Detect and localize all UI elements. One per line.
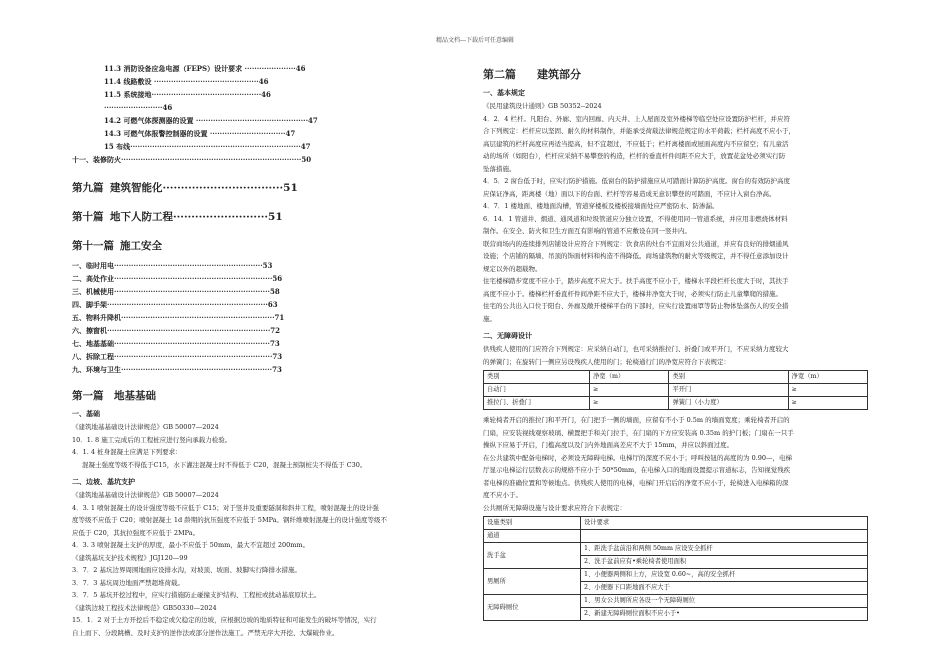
text-line: 坠落措施。: [483, 164, 516, 173]
text-line: 住宅楼梯踏步宽度不应小于，踏步高度不应大于。扶手高度不应小于，楼梯水平段栏杆长度大于时，其扶手: [483, 277, 789, 285]
toc-entry: 一、临时用电·····························································53: [72, 261, 273, 270]
text-line: 施。: [483, 314, 496, 323]
text-line: 4．1. 4 桩身混凝土应满足下列要求：: [72, 448, 182, 456]
chapter-2-heading: [483, 66, 868, 82]
table-cell: ≥: [788, 397, 867, 410]
facility-category-cell: 无障碍厕位: [484, 595, 581, 621]
section-accessibility: 二、无障碍设计: [483, 331, 532, 340]
chapter-title: 建筑部分: [537, 68, 581, 81]
section-slope-support-body: [72, 489, 432, 639]
toilet-facility-table: [483, 516, 868, 621]
chapter-10-heading: [72, 209, 432, 224]
chapter-11-heading: [72, 238, 432, 253]
text-line: 《民用建筑设计通则》GB 50352--2024: [483, 102, 602, 110]
text-line: 应低于 C20，其抗拉强度不应低于 2MPa。: [72, 528, 200, 537]
table-header-cell: 净宽（m）: [788, 371, 867, 384]
text-line: 《建筑边坡工程技术法律规范》GB50330—2024: [72, 603, 217, 612]
toc-entry: 十一、装修防火··········································································50: [72, 155, 312, 164]
section-basic-rules: 一、基本规定: [483, 88, 525, 97]
facility-category-cell: 通道: [484, 530, 581, 543]
section-foundation-body: [72, 421, 432, 471]
chapter-number: 第十一篇: [72, 240, 114, 252]
text-line: 高层建筑的栏杆高度应再适当提高，但不宜超过，不应低于；栏杆离楼面或屋面高度内不应留空；有儿童活: [483, 139, 789, 148]
toc-entry: ························46: [104, 103, 173, 112]
requirement-cell: 1、男女公共厕所应各设一个无障碍厕位: [581, 595, 868, 608]
table-header-row: [484, 371, 868, 384]
requirement-cell: 2、小便器下口距地面不应大于: [581, 582, 868, 595]
table-header-cell: 设计要求: [581, 517, 868, 530]
toc-top: [72, 62, 432, 166]
toc-entry: 11.4 线路敷设 ···········································46: [104, 77, 269, 86]
toc-entry: 三、机械使用································································58: [72, 287, 280, 296]
table-header-cell: 设施类别: [484, 517, 581, 530]
section-accessibility-body-2: [483, 414, 868, 514]
section-basic-rules-body: [483, 100, 868, 325]
text-line: 4．5．2 窗台低于时，应实行防护措施。低窗台的防护措施应从可踏面计算防护高度。窗台的有效防护高度: [483, 177, 790, 185]
table-row: [484, 397, 868, 410]
text-line: 混凝土强度等级不得低于C15，水下灌注混凝土时不得低于 C20，混凝土预制桩尖不得低于 C30。: [82, 460, 367, 469]
requirement-cell: 1、距洗手盆前沿和两侧 50mm 应设安全抓杆: [581, 543, 868, 556]
text-line: 3．7．3 基坑周边地面严禁超堆荷载。: [72, 578, 184, 587]
text-line: 《建筑地基基础设计法律规范》GB 50007—2024: [72, 491, 219, 499]
text-line: 住宅的公共出入口位于阳台、外廊及敞开楼梯平台的下部时，应实行设置雨罩等防止物体坠落伤人的安全措: [483, 302, 789, 310]
toc-entry: 14.3 可燃气体报警控制器的设置 ·······························47: [104, 129, 296, 138]
text-line: 制作。在安全、防火和卫生方面互有影响的管道不应敷设在同一竖井内。: [483, 227, 691, 235]
facility-category-cell: 男厕所: [484, 569, 581, 595]
facility-category-cell: 洗手盆: [484, 543, 581, 569]
text-line: 的弹簧门；在旋转门一侧应另设残疾人使用的门；轮椅通行门的净宽应符合下表规定：: [483, 357, 730, 366]
section-accessibility-body: [483, 343, 868, 368]
text-line: 设施；个店铺的隔墙、吊顶的饰面材料和构造不得降低。商场建筑物的耐火等级规定，并不得任意添加设计: [483, 252, 789, 260]
toc-entry: 五、物料升降机·······························································71: [72, 313, 285, 322]
table-cell: 弹簧门（小力度）: [669, 397, 788, 410]
requirement-cell: 2、新建无障碍厕位面积不应小于•: [581, 608, 868, 621]
text-line: 度不应小于。: [483, 491, 522, 499]
text-line: 者电梯的准确位置和等候地点。供残疾人使用的电梯，电梯门开启后的净宽不应小于，轮椅进入电梯箱的深: [483, 478, 789, 487]
chapter-number: 第九篇: [72, 182, 104, 194]
toc-safety: [72, 259, 432, 376]
chapter-title: 地基基础: [114, 390, 156, 402]
section-slope-support: 二、边坡、基坑支护: [72, 477, 135, 486]
requirement-cell: 2、洗手盆前应有•乘轮椅者使用面积: [581, 556, 868, 569]
section-foundation: 一、基础: [72, 409, 100, 418]
toc-entry: 六、擦窗机···································································72: [72, 326, 281, 335]
text-line: 3．7．2 基坑边界周围地面应设排水沟，对坡顶、坡面、坡脚实行降排水措施。: [72, 566, 301, 574]
table-cell: 自动门: [484, 384, 590, 397]
text-line: 在公共建筑中配备电梯时，必须设无障碍电梯。电梯厅的深度不应小于；呼叫按钮的高度的为 0.90—，电梯: [483, 453, 793, 462]
table-row: [484, 543, 868, 556]
text-line: 3．7．5 基坑开挖过程中，应实行措施防止碰撞支护结构、工程桩或扰动基底原状土。: [72, 591, 321, 599]
text-line: 15．1．2 对于土方开挖后不稳定或欠稳定的边坡，应根据边坡的地质特征和可能发生的破坏等情况，实行: [72, 616, 377, 624]
table-header-cell: 净宽（m）: [590, 371, 669, 384]
text-line: 合下列规定：栏杆应以坚固、耐久的材料制作，并能承受荷载法律规范规定的水平荷载；栏杆高度不应小于，: [483, 127, 795, 135]
toc-entry: 八、拆除工程·································································73: [72, 352, 283, 361]
text-line: 乘轮椅者开启的推拉门和平开门，在门把手一侧的墙面，应留有不小于 0.5m 的墙面宽度；乘轮椅者开启的: [483, 416, 790, 424]
text-line: 公共厕所无障碍设施与设计要求应符合下表规定：: [483, 503, 626, 512]
text-line: 4．2．4 栏杆。凡阳台、外廊、室内回廊、内天井、上人屋面及室外楼梯等临空处应设置防护栏杆，并应符: [483, 114, 790, 123]
text-line: 操纵下应易于开启，门槛高度以及门内外地面高差应不大于 15mm，并应以斜面过度。: [483, 441, 734, 449]
chapter-title: 施工安全: [120, 240, 162, 252]
table-row: [484, 530, 868, 543]
text-line: 自上而下、分段跳槽、及时支护的逆作法或部分逆作法施工。严禁无序大开挖、大爆破作业。: [72, 628, 339, 637]
text-line: 应保证净高，距离楼（地）面以下的台面、栏杆等容易造成无意识攀登的可踏面，不应计入窗台净高。: [483, 189, 776, 198]
table-header-cell: 类别: [484, 371, 590, 384]
chapter-number: 第一篇: [72, 390, 104, 402]
table-row: [484, 569, 868, 582]
text-line: 4．3. 3 喷射混凝土支护的厚度，最小不应低于 50mm，最大不宜超过 200mm。: [72, 541, 310, 549]
text-line: 6．14．1 管道井、烟道、通风道和垃圾管道应分独立设置，不得使用同一管道系统，并应用非燃烧体材料: [483, 214, 788, 223]
toc-entry: 七、地基基础································································73: [72, 339, 280, 348]
text-line: 《建筑地基基础设计法律规范》GB 50007—2024: [72, 423, 219, 431]
left-column: [72, 62, 432, 639]
chapter-9-heading: [72, 180, 432, 195]
page-header: 精品文档---下载后可任意编辑: [435, 37, 515, 44]
text-line: 4．3. 1 喷射混凝土的设计强度等级不应低于 C15；对于竖井及重要隧洞和斜井工程，喷射混凝土的设计强: [72, 503, 379, 512]
requirement-cell: 1、小便器两侧和上方，应设宽 0.60~，高的安全抓杆: [581, 569, 868, 582]
table-header-row: [484, 517, 868, 530]
text-line: 厅显示电梯运行层数表示的规格不应小于 50*50mm，在电梯入口的地面设置提示盲道标志，告知视觉残疾: [483, 466, 791, 474]
text-line: 《建筑基坑支护技术规程》JGJ120—99: [72, 553, 188, 562]
requirement-cell: [581, 530, 868, 543]
text-line: 规定以外的超载物。: [483, 264, 542, 273]
toc-entry: 九、环境与卫生······························································73: [72, 365, 282, 374]
chapter-number: 第二篇: [483, 68, 516, 81]
table-cell: 推拉门、折叠门: [484, 397, 590, 410]
chapter-title: 地下人防工程··························51: [110, 211, 283, 223]
text-line: 门扇，应安装视线观察玻璃、横置把手和关门拉手，在门扇的下方应安装高 0.35m 的护门板；门扇在一只手: [483, 428, 794, 437]
toc-entry: 二、高处作业·································································56: [72, 274, 283, 283]
table-row: [484, 384, 868, 397]
text-line: 10．1. 8 施工完成后的工程桩应进行竖向承载力检验。: [72, 435, 232, 444]
text-line: 动的场所（如阳台），栏杆应采纳不易攀登的构造，栏杆的垂直杆件间距不应大于，放置花盆处必须实行防: [483, 152, 786, 160]
text-line: 高度不应小于。楼梯栏杆垂直杆件间净距不应大于，楼梯井净宽大于时，必须实行防止儿童攀爬的措施。: [483, 289, 782, 298]
right-column: [483, 62, 868, 621]
toc-entry: 11.5 系统接地·············································46: [104, 90, 271, 99]
text-line: 联营商场内的连续排列店铺设计应符合下列规定：饮食店的灶台不宜面对公共通道，并应有良好的排烟通风: [483, 239, 789, 248]
text-line: 4．7．1 楼地面、楼地面沟槽，管道穿楼板及楼板接墙面处应严密防水、防渗漏。: [483, 202, 719, 210]
toc-entry: 14.2 可燃气体探测器的设置 ··············································47: [104, 116, 318, 125]
text-line: 度等级不应低于 C20；喷射混凝土 1d 龄期的抗压强度不应低于 5MPa。钢纤维喷射混凝土的设计强度等级不: [72, 516, 388, 524]
door-width-table: [483, 370, 868, 410]
table-cell: ≥: [590, 397, 669, 410]
toc-entry: 15 布线······································································47: [104, 142, 311, 151]
chapter-1-heading: [72, 388, 432, 403]
table-cell: ≥: [590, 384, 669, 397]
table-cell: 平开门: [669, 384, 788, 397]
table-header-cell: 类别: [669, 371, 788, 384]
chapter-title: 建筑智能化·································51: [110, 182, 298, 194]
toc-entry: 11.3 消防设备应急电源（FEPS）设计要求 ·····················46: [104, 64, 306, 73]
chapter-number: 第十篇: [72, 211, 104, 223]
table-cell: ≥: [788, 384, 867, 397]
toc-entry: 四、脚手架··································································63: [72, 300, 278, 309]
table-row: [484, 595, 868, 608]
text-line: 供残疾人使用的门应符合下列规定：应采纳自动门，也可采纳推拉门、折叠门或平开门，不应采纳力度较大: [483, 345, 789, 353]
